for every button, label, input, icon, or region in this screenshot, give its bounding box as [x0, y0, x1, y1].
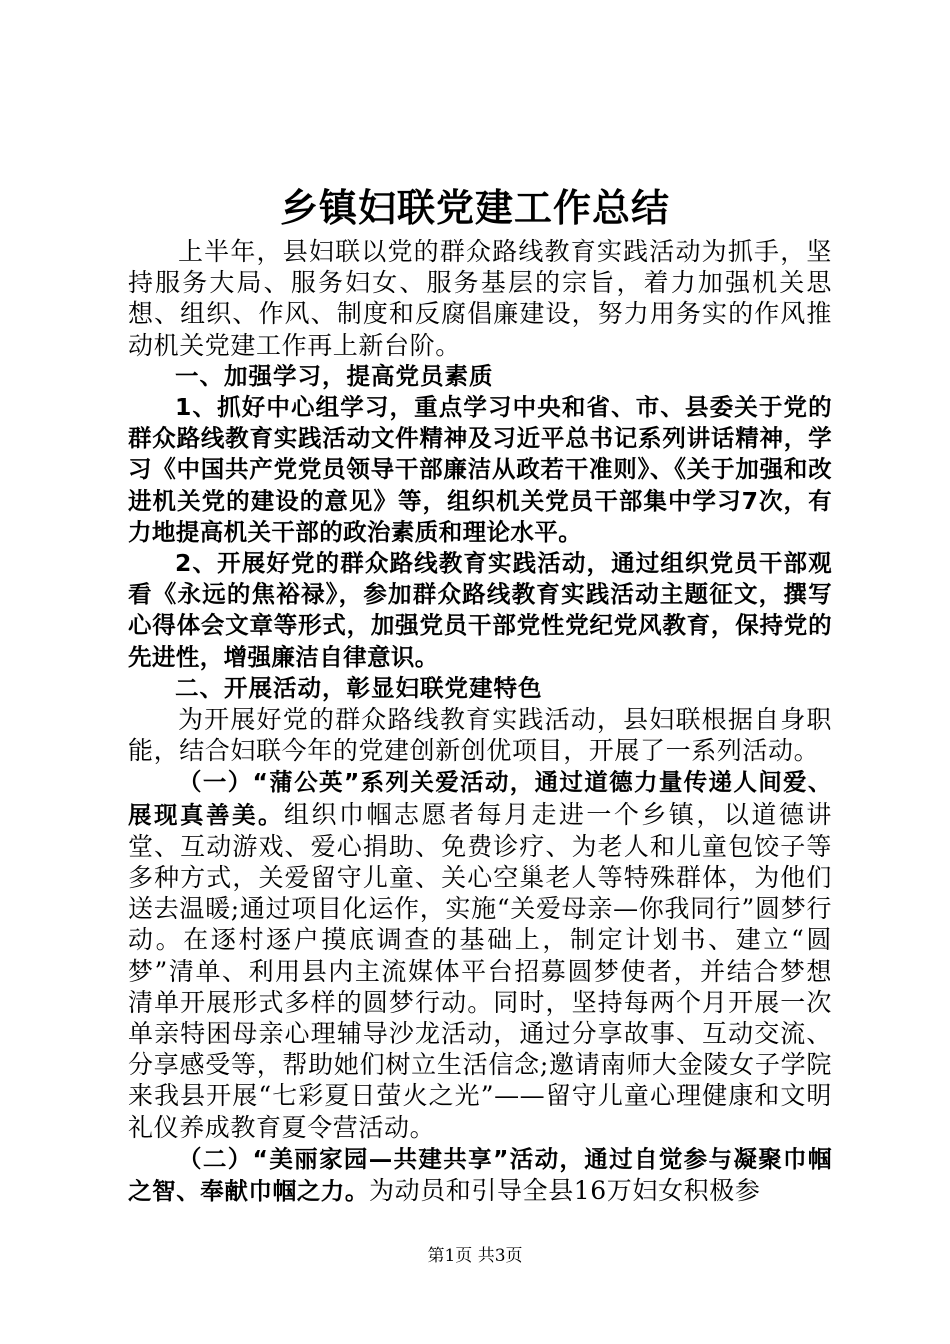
document-body — [128, 236, 832, 1207]
subsection-2-lead: （二）“美丽家园—共建共享”活动，通过自觉参与凝聚巾帼之智、奉献巾帼之力。 — [128, 1144, 832, 1206]
section-heading-2: 二、开展活动，彰显妇联党建特色 — [175, 673, 543, 702]
section-2-intro-paragraph: 为开展好党的群众路线教育实践活动，县妇联根据自身职能，结合妇联今年的党建创新创优项目，开展了一系列活动。 — [128, 705, 832, 766]
subsection-1-paragraph — [128, 766, 832, 1142]
intro-paragraph: 上半年，县妇联以党的群众路线教育实践活动为抓手，坚持服务大局、服务妇女、服务基层的宗旨，着力加强机关思想、组织、作风、制度和反腐倡廉建设，努力用务实的作风推动机关党建工作再上新台阶。 — [128, 237, 832, 360]
subsection-1-body: 组织巾帼志愿者每月走进一个乡镇，以道德讲堂、互动游戏、爱心捐助、免费诊疗、为老人和儿童包饺子等多种方式，关爱留守儿童、关心空巢老人等特殊群体，为他们送去温暖;通过项目化运作，实施“关爱母亲—你我同行”圆梦行动。在逐村逐户摸底调查的基础上，制定计划书、建立“圆梦”清单、利用县内主流媒体平台招募圆梦使者，并结合梦想清单开展形式多样的圆梦行动。同时，坚持每两个月开展一次单亲特困母亲心理辅导沙龙活动，通过分享故事、互动交流、分享感受等，帮助她们树立生活信念;邀请南师大金陵女子学院来我县开展“七彩夏日萤火之光”——留守儿童心理健康和文明礼仪养成教育夏令营活动。 — [128, 799, 832, 1142]
subsection-2-paragraph — [128, 1143, 832, 1207]
document-title: 乡镇妇联党建工作总结 — [279, 185, 670, 230]
subsection-2-body: 为动员和引导全县16万妇女积极参 — [369, 1176, 761, 1206]
item-1-paragraph: 1、抓好中心组学习，重点学习中央和省、市、县委关于党的群众路线教育实践活动文件精神及习近平总书记系列讲话精神，学习《中国共产党党员领导干部廉洁从政若干准则》、《关于加强和改进机关党的建设的意见》等，组织机关党员干部集中学习7次，有力地提高机关干部的政治素质和理论水平。 — [128, 393, 832, 546]
section-heading-1: 一、加强学习，提高党员素质 — [175, 361, 494, 390]
subsection-1-lead: （一）“蒲公英”系列关爱活动，通过道德力量传递人间爱、展现真善美。 — [128, 768, 832, 829]
item-2-paragraph: 2、开展好党的群众路线教育实践活动，通过组织党员干部观看《永远的焦裕禄》，参加群众路线教育实践活动主题征文，撰写心得体会文章等形式，加强党员干部党性党纪党风教育，保持党的先进性，增强廉洁自律意识。 — [128, 549, 832, 671]
page-footer: 第1页 共3页 — [427, 1246, 523, 1266]
